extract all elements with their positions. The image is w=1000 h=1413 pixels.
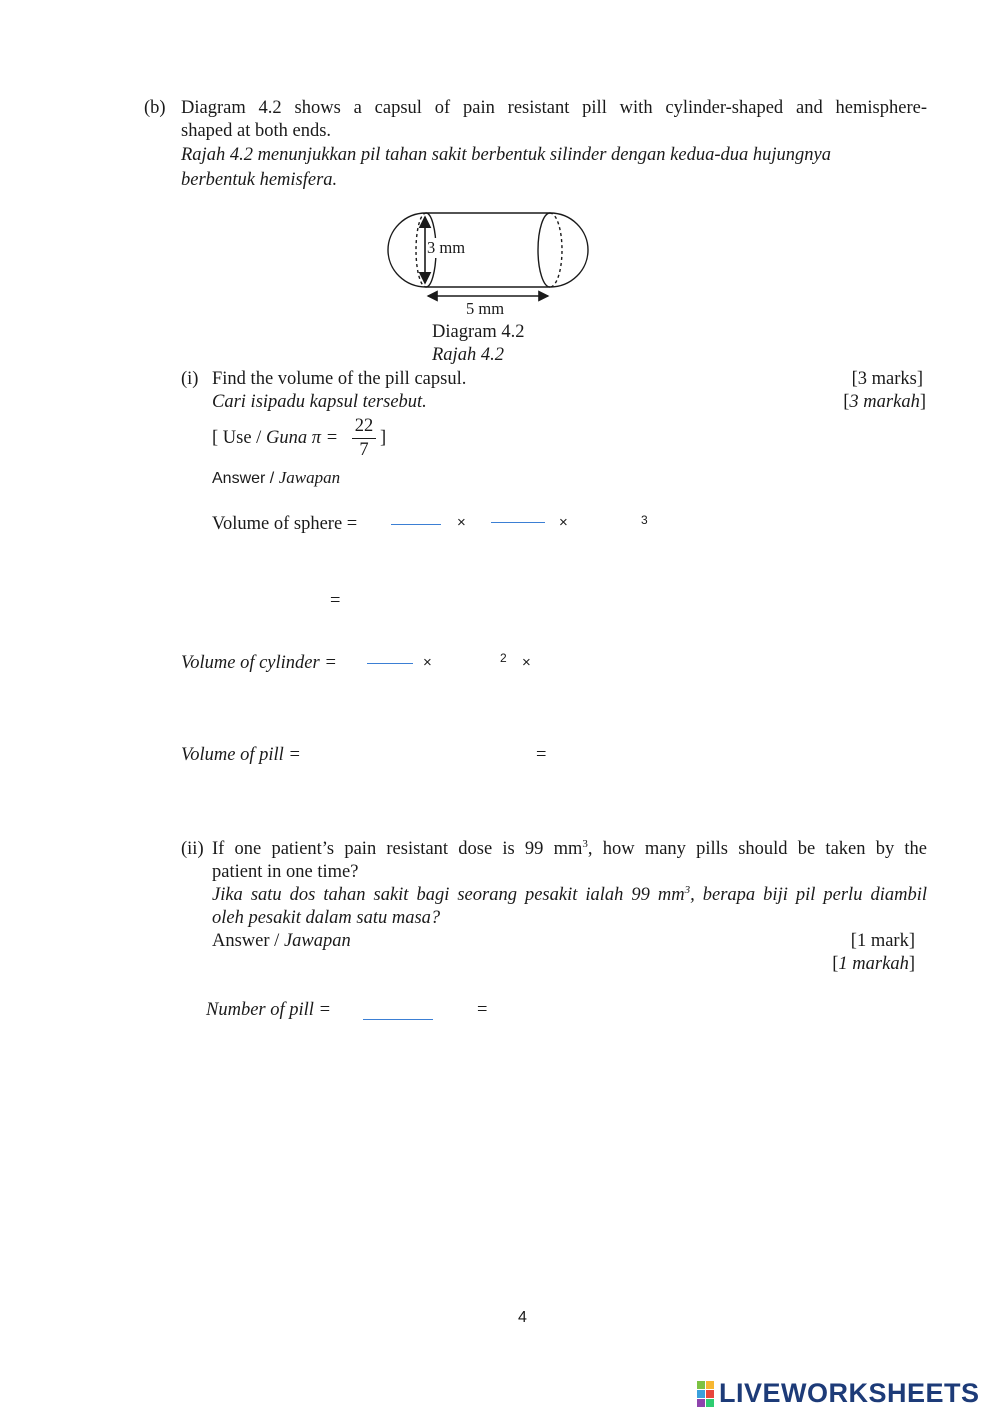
pill-equals: = xyxy=(536,745,547,765)
use-pi-prefix: [ Use / Guna π = xyxy=(212,428,339,448)
cylinder-volume-label: Volume of cylinder = xyxy=(181,653,337,673)
number-of-pill-label: Number of pill = xyxy=(206,1000,332,1020)
question-b-ms-line2: berbentuk hemisfera. xyxy=(181,170,338,190)
part-i-marks-ms: [3 markah] xyxy=(843,392,926,412)
cylinder-square-exponent: 2 xyxy=(500,651,507,665)
part-ii-marks-en: [1 mark] xyxy=(850,931,915,951)
sphere-cube-exponent: 3 xyxy=(641,513,648,527)
sphere-volume-label: Volume of sphere = xyxy=(212,514,358,534)
part-ii-ms-line1: Jika satu dos tahan sakit bagi seorang pesakit ialah 99 $mm^3$, berapa biji pil perlu diambil xyxy=(212,883,927,905)
part-ii-en-line1: If one patient’s pain resistant dose is 99 $mm^3$, how many pills should be taken by the xyxy=(212,837,928,859)
part-ii-answer-label: Answer / Jawapan xyxy=(212,931,351,951)
question-label-b: (b) xyxy=(144,98,166,118)
pill-volume-label: Volume of pill = xyxy=(181,745,301,765)
sphere-blank-2[interactable] xyxy=(491,522,545,523)
use-pi-close: ] xyxy=(380,428,387,448)
part-i-label: (i) xyxy=(181,369,199,389)
cylinder-blank-1[interactable] xyxy=(367,663,413,664)
number-of-pill-equals: = xyxy=(477,1000,488,1020)
part-i-question-en: Find the volume of the pill capsul. xyxy=(212,369,467,389)
length-label: 5 mm xyxy=(466,299,505,318)
part-ii-label: (ii) xyxy=(181,839,204,859)
liveworksheets-logo-text: LIVEWORKSHEETS xyxy=(719,1378,980,1408)
question-b-en-line2: shaped at both ends. xyxy=(181,121,332,141)
page-number: 4 xyxy=(518,1309,527,1326)
cylinder-times-1: × xyxy=(423,654,432,671)
diagram-caption-ms: Rajah 4.2 xyxy=(432,345,504,365)
cylinder-times-2: × xyxy=(522,654,531,671)
diameter-label: 3 mm xyxy=(427,238,466,257)
pi-fraction: 22 7 xyxy=(352,416,376,461)
sphere-times-2: × xyxy=(559,514,568,531)
part-ii-ms-line2: oleh pesakit dalam satu masa? xyxy=(212,908,441,928)
diagram-caption-en: Diagram 4.2 xyxy=(432,322,525,342)
number-of-pill-blank[interactable] xyxy=(363,1019,433,1020)
part-i-answer-label: Answer / Jawapan xyxy=(212,468,341,487)
question-b-ms-line1: Rajah 4.2 menunjukkan pil tahan sakit berbentuk silinder dengan kedua-dua hujungnya xyxy=(181,145,831,165)
capsule-shape xyxy=(388,213,588,287)
part-ii-marks-ms: [1 markah] xyxy=(832,954,915,974)
question-b-en-line1: Diagram 4.2 shows a capsul of pain resistant pill with cylinder-shaped and hemisphere- xyxy=(181,98,927,118)
part-i-marks-en: [3 marks] xyxy=(851,369,923,389)
sphere-equals: = xyxy=(330,591,341,611)
sphere-times-1: × xyxy=(457,514,466,531)
sphere-blank-1[interactable] xyxy=(391,524,441,525)
part-i-question-ms: Cari isipadu kapsul tersebut. xyxy=(212,392,427,412)
part-ii-en-line2: patient in one time? xyxy=(212,862,359,882)
